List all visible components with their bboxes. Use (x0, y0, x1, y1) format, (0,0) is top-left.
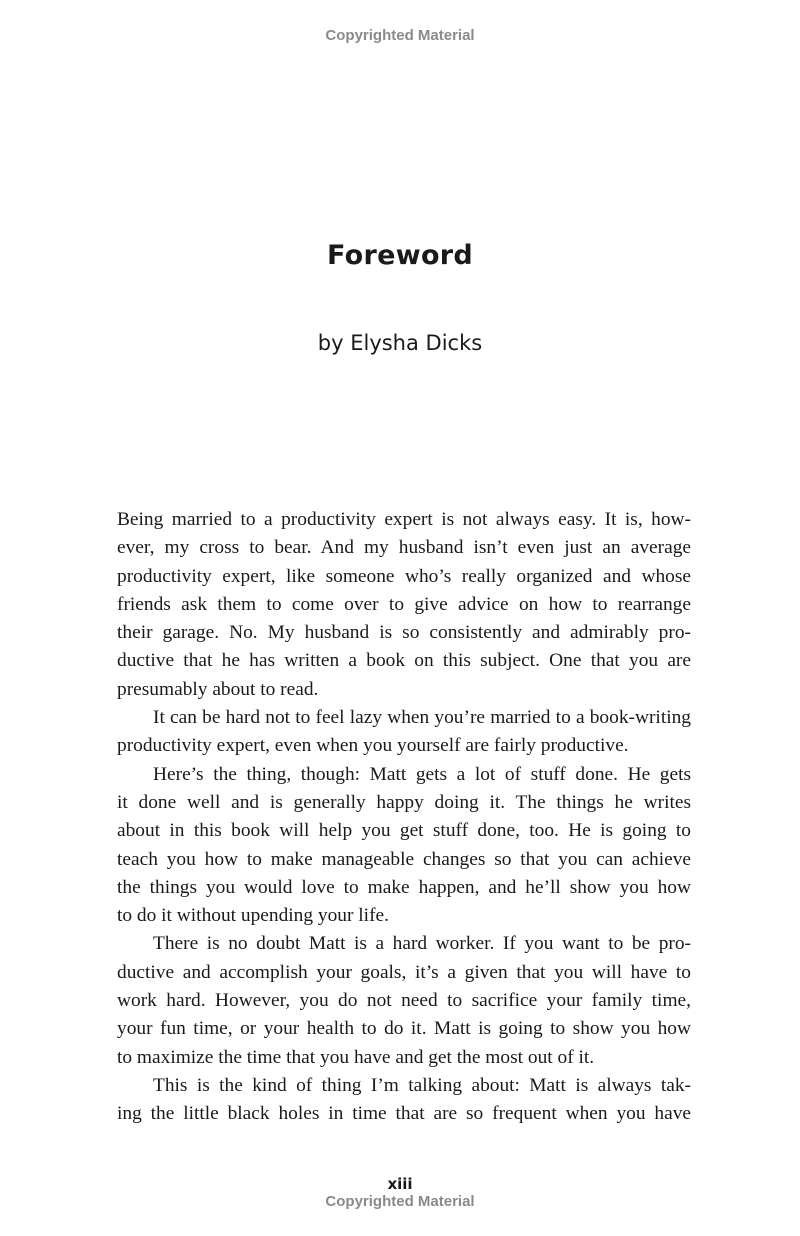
body-line: There is no doubt Matt is a hard worker. If you want to be pro- (153, 933, 691, 955)
body-line: presumably about to read. (117, 678, 319, 700)
page-number: xiii (387, 1175, 413, 1193)
body-line: their garage. No. My husband is so consistently and admirably pro- (117, 622, 691, 644)
body-line: productivity expert, even when you yourself are fairly productive. (117, 735, 629, 757)
watermark-top: Copyrighted Material (325, 27, 475, 44)
body-line: friends ask them to come over to give advice on how to rearrange (117, 593, 691, 615)
body-line: ing the little black holes in time that are so frequent when you have (117, 1103, 691, 1125)
body-line: Here’s the thing, though: Matt gets a lot of stuff done. He gets (153, 763, 691, 785)
body-line: to maximize the time that you have and get the most out of it. (117, 1046, 595, 1068)
body-line: ever, my cross to bear. And my husband isn’t even just an average (117, 537, 691, 559)
body-text (117, 506, 691, 1129)
body-line: about in this book will help you get stuff done, too. He is going to (117, 820, 691, 842)
body-line: teach you how to make manageable changes so that you can achieve (117, 848, 691, 870)
chapter-byline: by Elysha Dicks (317, 331, 483, 355)
body-line: the things you would love to make happen, and he’ll show you how (117, 876, 691, 898)
body-line: productivity expert, like someone who’s really organized and whose (117, 565, 691, 587)
watermark-bottom: Copyrighted Material (325, 1193, 475, 1210)
body-line: This is the kind of thing I’m talking about: Matt is always tak- (153, 1074, 691, 1096)
body-line: work hard. However, you do not need to sacrifice your family time, (117, 990, 691, 1012)
body-line: ductive that he has written a book on this subject. One that you are (117, 650, 691, 672)
body-line: It can be hard not to feel lazy when you’re married to a book-writing (153, 707, 691, 729)
body-line: Being married to a productivity expert is not always easy. It is, how- (117, 509, 691, 530)
body-line: your fun time, or your health to do it. Matt is going to show you how (117, 1018, 691, 1040)
chapter-title: Foreword (326, 240, 474, 271)
body-line: to do it without upending your life. (117, 905, 389, 927)
body-line: ductive and accomplish your goals, it’s a given that you will have to (117, 961, 691, 983)
body-line: it done well and is generally happy doing it. The things he writes (117, 791, 691, 813)
